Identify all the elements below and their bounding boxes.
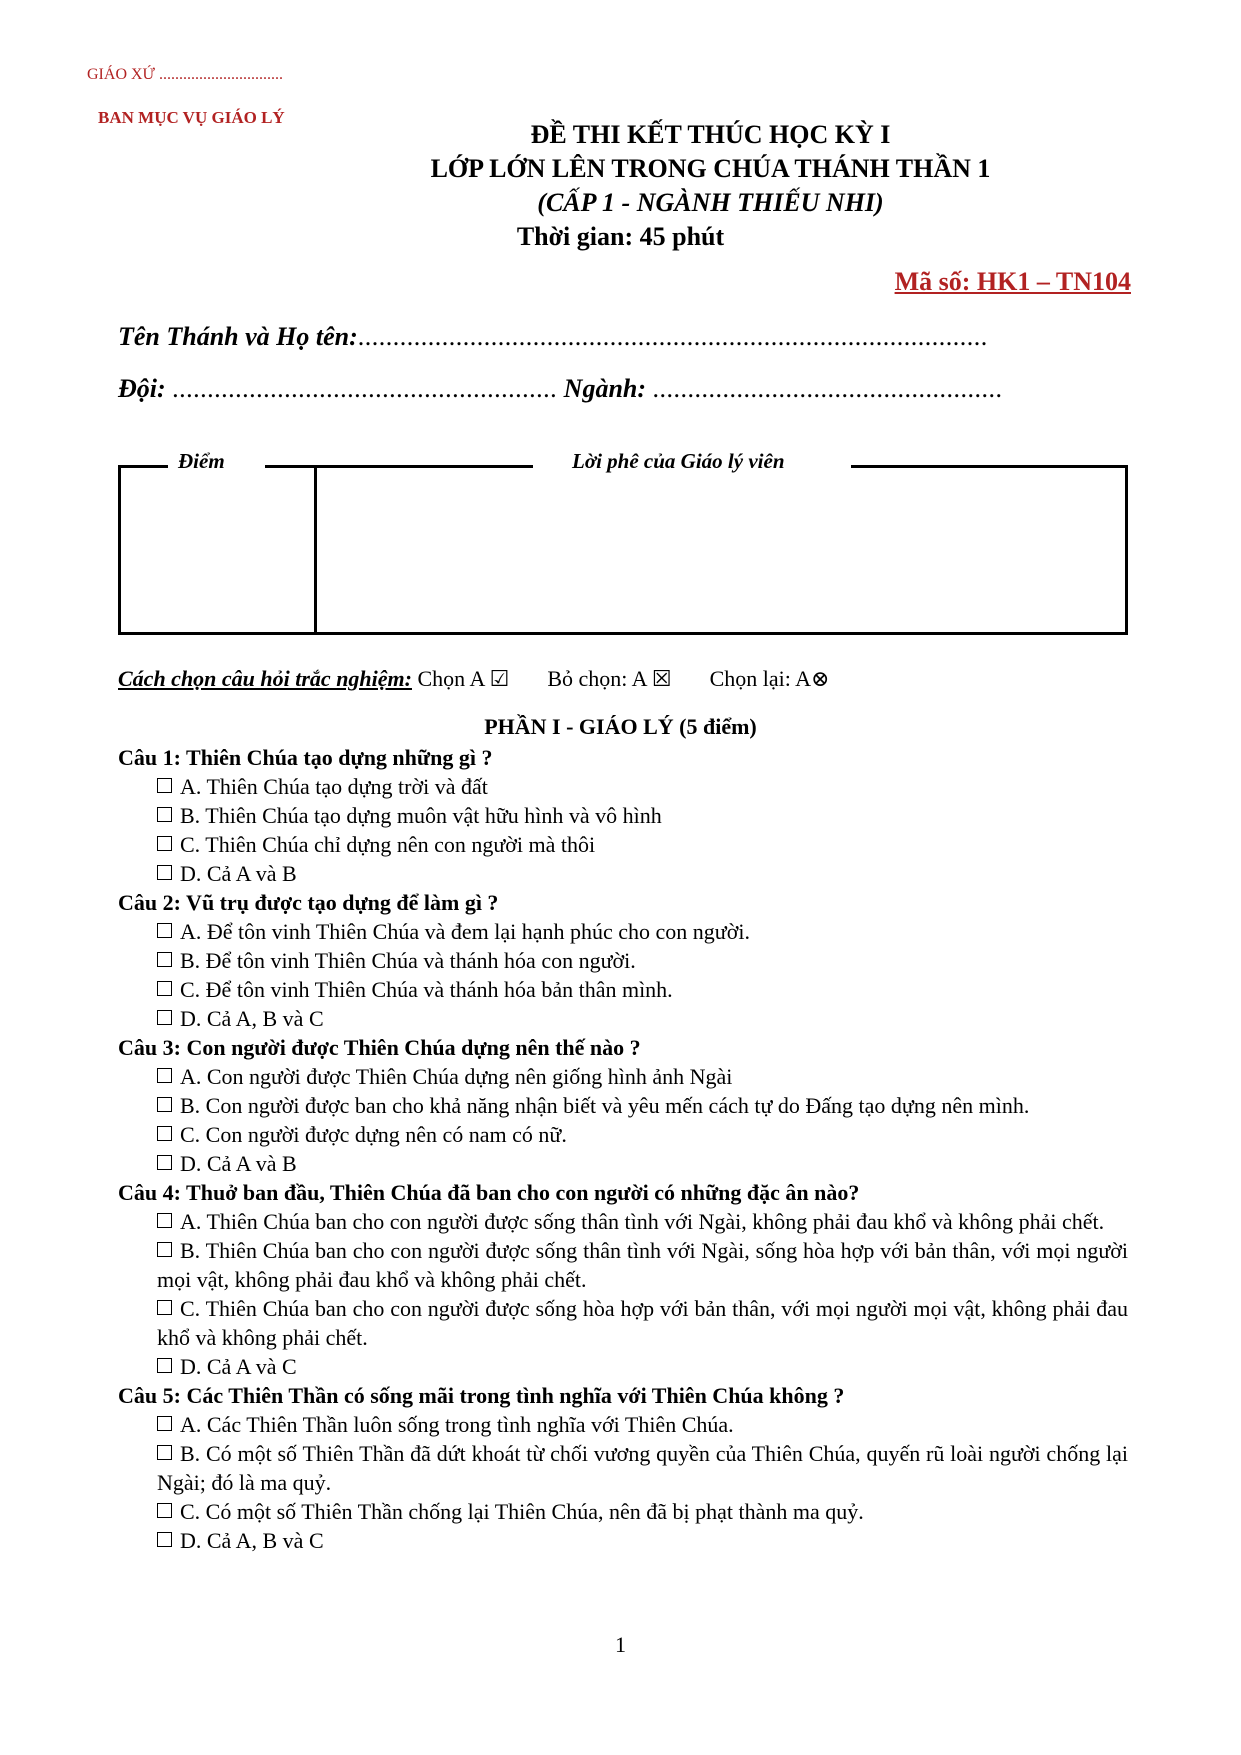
checkbox-icon[interactable] — [157, 1300, 172, 1315]
duration-title: Thời gian: 45 phút — [516, 222, 725, 251]
grade-box — [118, 467, 1128, 635]
answer-option[interactable] — [118, 859, 1128, 888]
option-text: A. Con người được Thiên Chúa dựng nên giống hình ảnh Ngài — [180, 1064, 733, 1089]
checkbox-icon[interactable] — [157, 1097, 172, 1112]
checkbox-icon[interactable] — [157, 1213, 172, 1228]
name-field-label: Tên Thánh và Họ tên: — [118, 322, 358, 351]
answer-option[interactable] — [118, 1091, 1128, 1120]
comment-label: Lời phê của Giáo lý viên — [572, 449, 785, 473]
option-text: C. Thiên Chúa chỉ dựng nên con người mà thôi — [180, 832, 596, 857]
checkbox-icon[interactable] — [157, 1010, 172, 1025]
answer-option[interactable] — [118, 1439, 1128, 1497]
answer-option[interactable] — [118, 1526, 1128, 1555]
class-title: LỚP LỚN LÊN TRONG CHÚA THÁNH THẦN 1 — [430, 154, 991, 183]
question-list — [118, 743, 1128, 1555]
answer-option[interactable] — [118, 1120, 1128, 1149]
exam-code: Mã số: HK1 – TN104 — [894, 267, 1131, 296]
answer-option[interactable] — [118, 1004, 1128, 1033]
instruction-deselect: Bỏ chọn: A ☒ — [547, 666, 672, 691]
grade-box-divider — [314, 467, 317, 634]
option-text: B. Thiên Chúa ban cho con người được sống thân tình với Ngài, sống hòa hợp với bản thân, với mọi người mọi vật, không phải đau khổ và không phải chết. — [157, 1238, 1128, 1292]
answer-option[interactable] — [118, 830, 1128, 859]
question-text: Câu 4: Thuở ban đầu, Thiên Chúa đã ban cho con người có những đặc ân nào? — [118, 1180, 860, 1205]
checkbox-icon[interactable] — [157, 952, 172, 967]
checkbox-icon[interactable] — [157, 1068, 172, 1083]
checkbox-icon[interactable] — [157, 1242, 172, 1257]
option-text: D. Cả A, B và C — [180, 1006, 324, 1031]
checkbox-icon[interactable] — [157, 923, 172, 938]
question-5 — [118, 1381, 1128, 1555]
catechism-board-label: BAN MỤC VỤ GIÁO LÝ — [98, 108, 285, 127]
checkbox-icon[interactable] — [157, 1155, 172, 1170]
name-field[interactable] — [118, 322, 988, 352]
question-text: Câu 5: Các Thiên Thần có sống mãi trong tình nghĩa với Thiên Chúa không ? — [118, 1383, 845, 1408]
team-field-label: Đội: — [118, 374, 166, 403]
team-field-dots[interactable]: ....................................................... — [172, 374, 558, 403]
checkbox-icon[interactable] — [157, 807, 172, 822]
question-text: Câu 3: Con người được Thiên Chúa dựng nên thế nào ? — [118, 1035, 641, 1060]
answer-option[interactable] — [118, 1410, 1128, 1439]
question-2 — [118, 888, 1128, 1033]
option-text: B. Có một số Thiên Thần đã dứt khoát từ chối vương quyền của Thiên Chúa, quyến rũ loài người chống lại Ngài; đó là ma quỷ. — [157, 1441, 1128, 1495]
option-text: B. Để tôn vinh Thiên Chúa và thánh hóa con người. — [180, 948, 636, 973]
option-text: C. Thiên Chúa ban cho con người được sống hòa hợp với bản thân, với mọi người mọi vật, không phải đau khổ và không phải chết. — [157, 1296, 1128, 1350]
option-text: A. Các Thiên Thần luôn sống trong tình nghĩa với Thiên Chúa. — [180, 1412, 734, 1437]
checkbox-icon[interactable] — [157, 836, 172, 851]
exam-title: ĐỀ THI KẾT THÚC HỌC KỲ I — [530, 120, 891, 149]
score-label: Điểm — [178, 449, 225, 473]
checkbox-icon[interactable] — [157, 1358, 172, 1373]
checkbox-icon[interactable] — [157, 865, 172, 880]
instructions-lead: Cách chọn câu hỏi trắc nghiệm: — [118, 666, 412, 691]
checkbox-icon[interactable] — [157, 981, 172, 996]
checkbox-icon[interactable] — [157, 1503, 172, 1518]
question-text: Câu 1: Thiên Chúa tạo dựng những gì ? — [118, 745, 493, 770]
instruction-reselect: Chọn lại: A⊗ — [709, 666, 830, 691]
answer-option[interactable] — [118, 1294, 1128, 1352]
branch-field-label: Ngành: — [563, 374, 647, 403]
answer-instructions — [118, 666, 829, 692]
option-text: D. Cả A và B — [180, 1151, 297, 1176]
option-text: D. Cả A và C — [180, 1354, 297, 1379]
answer-option[interactable] — [118, 1497, 1128, 1526]
option-text: A. Để tôn vinh Thiên Chúa và đem lại hạnh phúc cho con người. — [180, 919, 750, 944]
answer-option[interactable] — [118, 801, 1128, 830]
option-text: A. Thiên Chúa tạo dựng trời và đất — [180, 774, 488, 799]
grade-box-top-border — [851, 465, 1128, 468]
answer-option[interactable] — [118, 1352, 1128, 1381]
team-branch-fields — [118, 374, 1003, 404]
checkbox-icon[interactable] — [157, 1532, 172, 1547]
question-text: Câu 2: Vũ trụ được tạo dựng để làm gì ? — [118, 890, 499, 915]
answer-option[interactable] — [118, 946, 1128, 975]
grade-box-top-border — [265, 465, 533, 468]
page-number: 1 — [615, 1632, 626, 1657]
checkbox-icon[interactable] — [157, 1126, 172, 1141]
name-field-dots[interactable]: .......................................................................................... — [357, 322, 988, 351]
option-text: B. Thiên Chúa tạo dựng muôn vật hữu hình và vô hình — [180, 803, 662, 828]
checkbox-icon[interactable] — [157, 1445, 172, 1460]
answer-option[interactable] — [118, 1236, 1128, 1294]
option-text: C. Để tôn vinh Thiên Chúa và thánh hóa bản thân mình. — [180, 977, 673, 1002]
answer-option[interactable] — [118, 772, 1128, 801]
checkbox-icon[interactable] — [157, 1416, 172, 1431]
checkbox-icon[interactable] — [157, 778, 172, 793]
option-text: D. Cả A, B và C — [180, 1528, 324, 1553]
answer-option[interactable] — [118, 1207, 1128, 1236]
answer-option[interactable] — [118, 917, 1128, 946]
question-1 — [118, 743, 1128, 888]
instruction-select: Chọn A ☑ — [417, 666, 510, 691]
option-text: C. Con người được dựng nên có nam có nữ. — [180, 1122, 567, 1147]
grade-box-top-border — [118, 465, 168, 468]
answer-option[interactable] — [118, 1149, 1128, 1178]
option-text: D. Cả A và B — [180, 861, 297, 886]
answer-option[interactable] — [118, 1062, 1128, 1091]
option-text: C. Có một số Thiên Thần chống lại Thiên Chúa, nên đã bị phạt thành ma quỷ. — [180, 1499, 864, 1524]
question-4 — [118, 1178, 1128, 1381]
option-text: B. Con người được ban cho khả năng nhận biết và yêu mến cách tự do Đấng tạo dựng nên mình. — [180, 1093, 1030, 1118]
option-text: A. Thiên Chúa ban cho con người được sống thân tình với Ngài, không phải đau khổ và không phải chết. — [180, 1209, 1105, 1234]
question-3 — [118, 1033, 1128, 1178]
answer-option[interactable] — [118, 975, 1128, 1004]
part-title: PHẦN I - GIÁO LÝ (5 điểm) — [484, 714, 757, 739]
branch-field-dots[interactable]: .................................................. — [652, 374, 1003, 403]
level-title: (CẤP 1 - NGÀNH THIẾU NHI) — [537, 188, 884, 217]
parish-label: GIÁO XỨ ............................... — [87, 66, 283, 83]
